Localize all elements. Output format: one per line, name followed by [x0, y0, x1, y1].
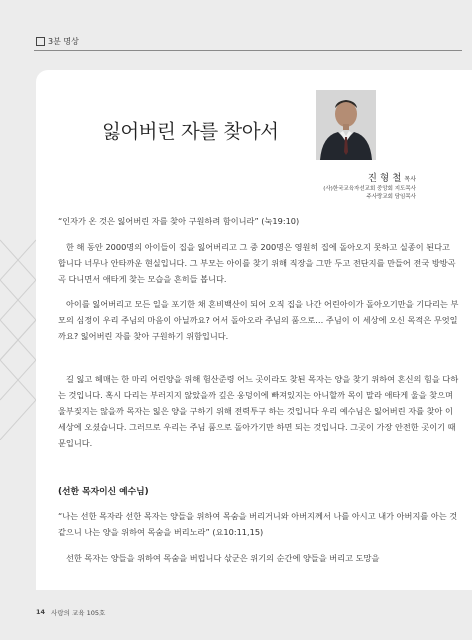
body-paragraph: 아이를 잃어버리고 모든 일을 포기한 채 혼비백산이 되어 오직 집을 나간 어린아이가 돌아오기만을 기다리는 부모의 심정이 우리 주님의 마음이 아닐까요? 어서 돌아오라 주님의 품으로… 주님이 이 세상에 오신 목적은 무엇일까요? 잃어버린 자를 찾아 구원하기 위함입니다.	[58, 299, 459, 341]
body-paragraph: 선한 목자는 양들을 위하여 목숨을 버립니다 삯군은 위기의 순간에 양들을 버리고 도망을	[66, 553, 380, 563]
header-rule	[34, 50, 462, 51]
section-label	[36, 36, 79, 47]
page-footer	[36, 608, 236, 617]
checkbox-square-icon	[36, 37, 45, 46]
publication-name: 사랑의 교육 105호	[51, 609, 106, 617]
scripture-quote: “나는 선한 목자라 선한 목자는 양들을 위하여 목숨을 버리거니와 아버지께서 나를 아시고 내가 아버지를 아는 것 같으니 나는 양을 위하여 목숨을 버리노라” (요10:11,15)	[58, 511, 458, 537]
section-label-text: 3분 명상	[48, 37, 79, 46]
page-header	[0, 0, 472, 66]
section-subheading: (선한 목자이신 예수님)	[58, 487, 149, 497]
page-number: 14	[36, 608, 46, 616]
author-title-suffix: 목사	[404, 176, 416, 183]
author-name-text: 진 형 철	[367, 173, 402, 184]
author-photo	[316, 90, 376, 160]
author-name	[306, 170, 416, 184]
author-role-line1: (사)한국교육자선교회 중앙회 지도목사	[323, 186, 416, 192]
body-paragraph: 한 해 동안 2000명의 아이들이 집을 잃어버리고 그 중 200명은 영원히 집에 돌아오지 못하고 실종이 된다고 합니다 너무나 안타까운 현실입니다. 그 부모는 아이를 찾기 위해 직장을 그만 두고 전단지를 만들어 전국 방방곡곡 다니면서 애타게 찾는 모습을 흔히들 봅니다.	[58, 242, 456, 284]
article-card	[36, 70, 472, 590]
article-title: 잃어버린 자를 찾아서	[102, 120, 279, 143]
scripture-quote: “인자가 온 것은 잃어버린 자를 찾아 구원하려 함이니라” (눅19:10)	[58, 216, 300, 226]
author-role-line2: 주사랑교회 담임목사	[366, 194, 416, 200]
body-paragraph: 길 잃고 헤매는 한 마리 어린양을 위해 험산준령 어느 곳이라도 찾된 목자는 양을 찾기 위하여 혼신의 힘을 다하는 것입니다. 혹시 다리는 부러지지 않았을까 깊은 웅덩이에 빠져있지는 아니할까 목이 말라 애타게 울을 찾으며 울부짖지는 않을까 목자는 잃은 양을 구하기 위해 전력투구 하는 것입니다 우리 예수님은 잃어버린 자를 찾아 이 세상에 오셨습니다. 그러므로 우리는 주님 품으로 돌아가기만 하면 되는 것입니다. 그곳이 가장 안전한 곳이기 때문입니다.	[58, 374, 459, 448]
decorative-pattern	[0, 220, 40, 440]
